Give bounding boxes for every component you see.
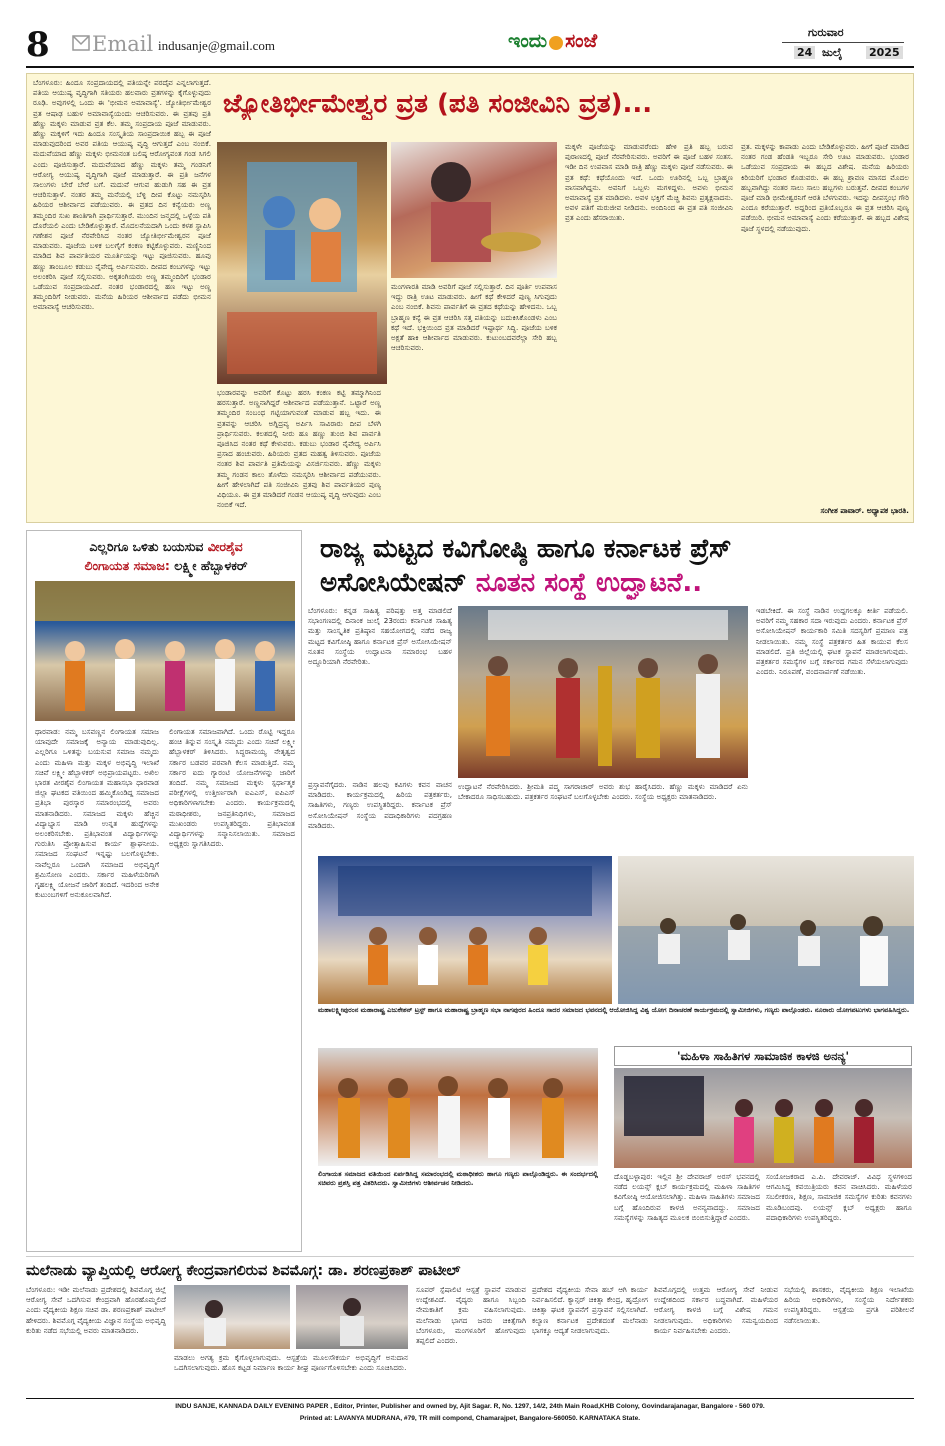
malenadu-col4: ಪ್ರದೇಶದ ವೈದ್ಯಕೀಯ ಸೇವಾ ಹಬ್ ಆಗಿ ಕಾರ್ಯ ನಿರ್ವಹಿಸಲಿದೆ. ಕ್ಯಾನ್ಸರ್ ಚಿಕಿತ್ಸಾ ಕೇಂದ್ರ, ಹೃದ್ರೋಗ ಚಿಕಿತ್ಸಾ ಘಟಕ ಸ್ಥಾಪನೆಗೆ ಪ್ರಸ್ತಾವನೆ ಸಲ್ಲಿಸಲಾಗಿದೆ. ಕಲ್ಯಾಣ ಕರ್ನಾಟಕ ಪ್ರದೇಶದಂತೆ ಮಲೆನಾಡು ಭಾಗಕ್ಕೂ ಆದ್ಯತೆ ನೀಡಲಾಗುವುದು.	[532, 1285, 648, 1335]
date-month: ಜುಲೈ	[822, 46, 843, 59]
rajya-event-photo	[458, 606, 748, 778]
weekday: ಗುರುವಾರ	[808, 26, 844, 39]
main-story-col1: ಬೆಂಗಳೂರು: ಹಿಂದೂ ಸಂಪ್ರದಾಯದಲ್ಲಿ ಪತಿಯನ್ನೇ ಪರದೈವ ಎನ್ನಲಾಗುತ್ತದೆ. ಪತಿಯ ಆಯುಷ್ಯ ವೃದ್ಧಿಗಾಗಿ ಸತಿಯರು ಹಲವಾರು ವ್ರತಗಳನ್ನು ಕೈಗೊಳ್ಳುವುದು ರೂಢಿ. ಅವುಗಳಲ್ಲಿ ಒಂದು ಈ 'ಭೀಮನ ಅಮಾವಾಸ್ಯೆ'. ಜ್ಯೋತಿರ್ಭೀಮೇಶ್ವರ ವ್ರತ ಆಷಾಢ ಬಹುಳ ಅಮಾವಾಸ್ಯೆಯಂದು ಆಚರಿಸುವರು. ಈ ವ್ರತವು ಪ್ರತಿ ಹೆಣ್ಣು ಮಕ್ಕಳು ಮಾಡುವ ವ್ರತ ಕೆಲ. ತಮ್ಮ ಸಂಪ್ರದಾಯ ಪೂಜೆ ಮಾಡುವರು. ಹೆಣ್ಣು ಮಕ್ಕಳಿಗೆ ಇದು ಹಿಂದೂ ಸಂಸ್ಕೃತಿಯ ಸಾಂಪ್ರದಾಯಿಕ ಹಬ್ಬ ಈ ಪೂಜೆ ಮಾಡುವುದರಿಂದ ಅವರ ಪತಿಯ ಆಯುಷ್ಯ ವೃದ್ಧಿ ಆಗುತ್ತದೆ ಎಂಬ ನಂಬಿಕೆ. ಮದುವೆಯಾದ ಹೆಣ್ಣು ಮಕ್ಕಳು ಭೀಮನಂತ ಬಲಿಷ್ಠ ಆರೋಗ್ಯವಂತ ಗಂಡ ಸಿಗಲಿ ಎಂದು ಪೂಜಿಸುತ್ತಾರೆ. ಮದುವೆಯಾದ ಹೆಣ್ಣು ಮಕ್ಕಳು ತಮ್ಮ ಗಂಡನಿಗೆ ಆರೋಗ್ಯ ಆಯುಷ್ಯ ವೃದ್ಧಿಗಾಗಿ ಪೂಜೆ ಮಾಡುತ್ತಾರೆ. ಈ ಪ್ರತಿ ಜನೆಗಳ ಸಾಲುಗಳು ಬೇರೆ ಬೇರೆ ಬಗೆ. ಮದುವೆ ಆಗುವ ಹುಡುಗಿ ಸಹ ಈ ವ್ರತ ಆಚರಿಸುತ್ತಾಳೆ. ನಂತರ ತಮ್ಮ ಮನೆಯಲ್ಲಿ ಬೆಳ್ಳಿ ದೀಪ ಕೊಟ್ಟು ನಮಸ್ಕರಿಸಿ ಹಿರಿಯರ ಆಶೀರ್ವಾದ ಪಡೆಯುವರು. ಈ ವ್ರತದ ದಿನ ಕನ್ಯೆಯರು ಅಣ್ಣ ತಮ್ಮಂದಿರ ಸುಖ ಶಾಂತಿಗಾಗಿ ಪ್ರಾರ್ಥಿಸುತ್ತಾರೆ. ಮುಂದಿನ ಜನ್ಮದಲ್ಲಿ ಒಳ್ಳೆಯ ಪತಿ ದೊರೆಯಲಿ ಎಂದು ಬೇಡಿಕೊಳ್ಳುತ್ತಾರೆ. ಮೊದಲನೆಯದಾಗಿ ಒಂದು ಕಳಶ ಸ್ಥಾಪಿಸಿ ಗಣೇಶನ ಪೂಜೆ ನೆರವೇರಿಸಿದ ನಂತರ ಜ್ಯೋತಿರ್ಭೀಮೇಶ್ವರನ ಪೂಜೆ ಮಾಡುವರು. ಪೂಜೆಯ ಬಳಿಕ ಬಲಗೈಗೆ ಕಂಕಣ ಕಟ್ಟಿಕೊಳ್ಳುವರು. ಮಣ್ಣಿನಿಂದ ಮಾಡಿದ ಶಿವ ಪಾರ್ವತಿಯರ ಮೂರ್ತಿಯನ್ನು ಇಟ್ಟು ಪೂಜಿಸುವರು. ಹೂವು ಹಣ್ಣು ತಾಂಬೂಲ ಕಡುಬು ನೈವೇದ್ಯ ಅರ್ಪಿಸುವರು. ದೀಪದ ಕಂಬಗಳನ್ನು ಇಟ್ಟು ಅಲಂಕರಿಸಿ ಪೂಜೆ ಸಲ್ಲಿಸುವರು. ಅಕ್ಕತಂಗಿಯರು ಅಣ್ಣ ತಮ್ಮಂದಿರಿಗೆ ಭಂಡಾರ ಒಡೆಯುವ ಸಂಪ್ರದಾಯವಿದೆ. ನಂತರ ಭಂಡಾರದಲ್ಲಿ ಹಣ ಇಟ್ಟು ಅಣ್ಣ ತಮ್ಮಂದಿರಿಗೆ ನೀಡುವರು. ಮನೆಯ ಹಿರಿಯರ ಆಶೀರ್ವಾದ ಪಡೆದು ಭೀಮನ ಅಮಾವಾಸ್ಯೆ ಆಚರಿಸುವರು.	[33, 78, 211, 312]
date-block	[782, 26, 912, 64]
yoga-stage-photo	[318, 856, 612, 1004]
lingayat-caption: ಲಿಂಗಾಯತ ಸಮಾಜದ ವತಿಯಿಂದ ಏರ್ಪಡಿಸಿದ್ದ ಸಮಾರಂಭದಲ್ಲಿ ಮಠಾಧೀಶರು ಹಾಗೂ ಗಣ್ಯರು ಪಾಲ್ಗೊಂಡಿದ್ದರು. ಈ ಸಂದರ್ಭದಲ್ಲಿ ಸಚಿವರು ಪ್ರಶಸ್ತಿ ಪತ್ರ ವಿತರಿಸಿದರು. ಸ್ವಾಮೀಜಿಗಳು ಆಶೀರ್ವಚನ ನೀಡಿದರು.	[318, 1170, 598, 1187]
rajya-headline-line2a: ಅಸೋಸಿಯೇಷನ್	[320, 568, 467, 598]
malenadu-story	[26, 1256, 914, 1396]
malenadu-photo-2	[296, 1285, 408, 1349]
mahila-col2: ಸಂಯೋಜಕರಾದ ಎ.ಪಿ. ದೇವರಾಜ್. ವಿವಿಧ ಸ್ಥಳಗಳಿಂದ ಆಗಮಿಸಿದ್ದ ಕವಯಿತ್ರಿಯರು ಕವನ ವಾಚಿಸಿದರು. ಮಹಿಳೆಯರ ಸಬಲೀಕರಣ, ಶಿಕ್ಷಣ, ಸಾಮಾಜಿಕ ಸಮಸ್ಯೆಗಳ ಕುರಿತು ಕವನಗಳು ಮೂಡಿಬಂದವು. ಲಯನ್ಸ್ ಕ್ಲಬ್ ಅಧ್ಯಕ್ಷರು ಹಾಗೂ ಪದಾಧಿಕಾರಿಗಳು ಉಪಸ್ಥಿತರಿದ್ದರು.	[766, 1172, 912, 1222]
lakshmi-headline	[35, 537, 297, 575]
yoga-caption: ಮಹಾಲಕ್ಷ್ಮೀಪುರಂನ ಮಹಾರಾಷ್ಟ್ರ ಎಜುಕೇಶನ್ ಟ್ರಸ್ಟ್ ಹಾಗೂ ಮಹಾರಾಷ್ಟ್ರ ಬ್ರಾಹ್ಮಣ ಸಭಾ ನಾಗಪುರದ ಹಿಂದೂ ಸಾದರ ಸಮಾಜದ ಭವನದಲ್ಲಿ ಆಯೋಜಿಸಿದ್ದ ವಿಶ್ವ ಯೋಗ ದಿನಾಚರಣೆ ಕಾರ್ಯಕ್ರಮದಲ್ಲಿ ಸ್ವಾಮೀಜಿಗಳು, ಗಣ್ಯರು ಪಾಲ್ಗೊಂಡರು. ನೂರಾರು ಯೋಗಪಟುಗಳು ಭಾಗವಹಿಸಿದ್ದರು.	[318, 1006, 910, 1014]
date-rule	[782, 42, 904, 43]
lakshmi-headline-part2: ವೀರಶೈವ	[207, 539, 243, 554]
lingayat-section	[318, 1048, 598, 1246]
yoga-practice-photo	[618, 856, 914, 1004]
malenadu-col2: ಮಾಡಲು ಅಗತ್ಯ ಕ್ರಮ ಕೈಗೊಳ್ಳಲಾಗುವುದು. ಆಸ್ಪತ್ರೆಯ ಮೂಲಸೌಕರ್ಯ ಅಭಿವೃದ್ಧಿಗೆ ಅನುದಾನ ಒದಗಿಸಲಾಗುವುದು. ಹೊಸ ಕಟ್ಟಡ ನಿರ್ಮಾಣ ಕಾರ್ಯ ಶೀಘ್ರ ಪೂರ್ಣಗೊಳಿಸಬೇಕು ಎಂದು ಸೂಚಿಸಿದರು.	[174, 1353, 408, 1373]
lakshmi-headline-part1: ಎಲ್ಲರಿಗೂ ಒಳಿತು ಬಯಸುವ	[89, 539, 204, 554]
main-headline: ಜ್ಯೋತಿರ್ಭೀಮೇಶ್ವರ ವ್ರತ (ಪತಿ ಸಂಜೀವಿನಿ ವ್ರತ)...	[223, 89, 653, 119]
email-label: Email	[92, 32, 154, 56]
malenadu-col3: ಸೂಪರ್ ಸ್ಪೆಷಾಲಿಟಿ ಆಸ್ಪತ್ರೆ ಸ್ಥಾಪನೆ ಮಾಡುವ ಉದ್ದೇಶವಿದೆ. ವೈದ್ಯರು ಹಾಗೂ ಸಿಬ್ಬಂದಿ ನೇಮಕಾತಿಗೆ ಕ್ರಮ ವಹಿಸಲಾಗುವುದು. ಮಲೆನಾಡು ಭಾಗದ ಜನರು ಚಿಕಿತ್ಸೆಗಾಗಿ ಬೆಂಗಳೂರು, ಮಂಗಳೂರಿಗೆ ಹೋಗುವುದು ತಪ್ಪಲಿದೆ ಎಂದರು.	[416, 1285, 526, 1346]
footer-line1: INDU SANJE, KANNADA DAILY EVENING PAPER , Editor, Printer, Publisher and owned by, Ajit Sagar. R, No. 1297, 14/2, 24th Main Road,KHB Colony, Govindarajanagar, Bangalore - 560 079.	[175, 1403, 765, 1410]
rajya-headline-line2	[320, 566, 912, 600]
lakshmi-col1: ಧಾರವಾಡ: ನಮ್ಮ ಬಸವಣ್ಣನ ಲಿಂಗಾಯತ ಸಮಾಜ ಯಾವುದೇ ಸಮಾಜಕ್ಕೆ ಅನ್ಯಾಯ ಮಾಡುವುದಿಲ್ಲ. ಎಲ್ಲರಿಗೂ ಒಳಿತನ್ನು ಬಯಸುವ ಸಮಾಜ ನಮ್ಮದು ಎಂದು ಮಹಿಳಾ ಮತ್ತು ಮಕ್ಕಳ ಅಭಿವೃದ್ಧಿ ಇಲಾಖೆ ಸಚಿವೆ ಲಕ್ಷ್ಮೀ ಹೆಬ್ಬಾಳಕರ್ ಅಭಿಪ್ರಾಯಪಟ್ಟರು. ಅಖಿಲ ಭಾರತ ವೀರಶೈವ ಲಿಂಗಾಯತ ಮಹಾಸಭಾ ಧಾರವಾಡ ಜಿಲ್ಲಾ ಘಟಕದ ವತಿಯಿಂದ ಹಮ್ಮಿಕೊಂಡಿದ್ದ ಸಮಾಜದ ಪ್ರತಿಭಾ ಪುರಸ್ಕಾರ ಸಮಾರಂಭದಲ್ಲಿ ಅವರು ಮಾತನಾಡಿದರು. ಸಮಾಜದ ಮಕ್ಕಳು ಹೆಚ್ಚಿನ ವಿದ್ಯಾಭ್ಯಾಸ ಮಾಡಿ ಉನ್ನತ ಹುದ್ದೆಗಳನ್ನು ಅಲಂಕರಿಸಬೇಕು. ಪ್ರತಿಭಾವಂತ ವಿದ್ಯಾರ್ಥಿಗಳನ್ನು ಗುರುತಿಸಿ ಪ್ರೋತ್ಸಾಹಿಸುವ ಕಾರ್ಯ ಶ್ಲಾಘನೀಯ. ಸಮಾಜದ ಸಂಘಟನೆ ಇನ್ನಷ್ಟು ಬಲಗೊಳ್ಳಬೇಕು. ನಾವೆಲ್ಲರೂ ಒಂದಾಗಿ ಸಮಾಜದ ಅಭಿವೃದ್ಧಿಗೆ ಶ್ರಮಿಸೋಣ ಎಂದರು. ಸರ್ಕಾರ ಮಹಿಳೆಯರಿಗಾಗಿ ಗೃಹಲಕ್ಷ್ಮಿ ಯೋಜನೆ ಜಾರಿಗೆ ತಂದಿದೆ. ಇದರಿಂದ ಅನೇಕ ಕುಟುಂಬಗಳಿಗೆ ಅನುಕೂಲವಾಗಿದೆ.	[35, 727, 159, 900]
lakshmi-col2: ಲಿಂಗಾಯತ ಸಮಾಜವಾಗಿದೆ. ಒಂದು ರೊಟ್ಟಿ ಇದ್ದರೂ ಹಂಚಿ ತಿನ್ನುವ ಸಂಸ್ಕೃತಿ ನಮ್ಮದು ಎಂದು ಸಚಿವೆ ಲಕ್ಷ್ಮೀ ಹೆಬ್ಬಾಳಕರ್ ತಿಳಿಸಿದರು. ಸಿದ್ಧರಾಮಯ್ಯ ನೇತೃತ್ವದ ಸರ್ಕಾರ ಬಡವರ ಪರವಾಗಿ ಕೆಲಸ ಮಾಡುತ್ತಿದೆ. ನಮ್ಮ ಸರ್ಕಾರ ಐದು ಗ್ಯಾರಂಟಿ ಯೋಜನೆಗಳನ್ನು ಜಾರಿಗೆ ತಂದಿದೆ. ನಮ್ಮ ಸಮಾಜದ ಮಕ್ಕಳು ಸ್ಪರ್ಧಾತ್ಮಕ ಪರೀಕ್ಷೆಗಳಲ್ಲಿ ಉತ್ತೀರ್ಣರಾಗಿ ಐಎಎಸ್, ಐಪಿಎಸ್ ಅಧಿಕಾರಿಗಳಾಗಬೇಕು ಎಂದರು. ಕಾರ್ಯಕ್ರಮದಲ್ಲಿ ಮಠಾಧೀಶರು, ಜನಪ್ರತಿನಿಧಿಗಳು, ಸಮಾಜದ ಮುಖಂಡರು ಉಪಸ್ಥಿತರಿದ್ದರು. ಪ್ರತಿಭಾವಂತ ವಿದ್ಯಾರ್ಥಿಗಳನ್ನು ಸನ್ಮಾನಿಸಲಾಯಿತು. ಸಮಾಜದ ಅಧ್ಯಕ್ಷರು ಸ್ವಾಗತಿಸಿದರು.	[169, 727, 295, 849]
footer-line2: Printed at: LAVANYA MUDRANA, #79, TR mill compond, Chamarajpet, Bangalore-560050. KARNATAKA State.	[299, 1415, 641, 1422]
mahila-col1: ದೊಡ್ಡಬಳ್ಳಾಪುರ: ಇಲ್ಲಿನ ಶ್ರೀ ದೇವರಾಜ್ ಅರಸ್ ಭವನದಲ್ಲಿ ನಡೆದ ಲಯನ್ಸ್ ಕ್ಲಬ್ ಕಾರ್ಯಕ್ರಮದಲ್ಲಿ ಮಹಿಳಾ ಸಾಹಿತಿಗಳ ಕವಿಗೋಷ್ಠಿ ಆಯೋಜಿಸಲಾಗಿತ್ತು. ಮಹಿಳಾ ಸಾಹಿತಿಗಳು ಸಮಾಜದ ಬಗ್ಗೆ ಹೊಂದಿರುವ ಕಾಳಜಿ ಅನನ್ಯವಾದದ್ದು. ಸಮಾಜದ ಸಮಸ್ಯೆಗಳನ್ನು ಸಾಹಿತ್ಯದ ಮೂಲಕ ಬಿಂಬಿಸುತ್ತಿದ್ದಾರೆ ಎಂದರು.	[614, 1172, 760, 1222]
rajya-col1: ಬೆಂಗಳೂರು: ಕನ್ನಡ ಸಾಹಿತ್ಯ ಪರಿಷತ್ತು ಅತ್ತ ಮಾಡಲಿದೆ ಸಭಾಂಗಣದಲ್ಲಿ ದಿನಾಂಕ ಜುಲೈ 23ರಂದು ಕರ್ನಾಟಕ ಸಾಹಿತ್ಯ ಮತ್ತು ಸಾಂಸ್ಕೃತಿಕ ಪ್ರತಿಷ್ಠಾನ ಸಹಯೋಗದಲ್ಲಿ ನಡೆದ ರಾಜ್ಯ ಮಟ್ಟದ ಕವಿಗೋಷ್ಠಿ ಹಾಗೂ ಕರ್ನಾಟಕ ಪ್ರೆಸ್ ಅಸೋಸಿಯೇಷನ್ ನೂತನ ಸಂಸ್ಥೆಯ ಉದ್ಘಾಟನಾ ಸಮಾರಂಭ ಬಹಳ ಅದ್ದೂರಿಯಾಗಿ ನೆರವೇರಿತು.	[308, 606, 452, 667]
rajya-col2: ಪ್ರಸ್ತಾವನೆಗೈದರು. ನಾಡಿನ ಹಲವು ಕವಿಗಳು ಕವನ ವಾಚನ ಮಾಡಿದರು. ಕಾರ್ಯಕ್ರಮದಲ್ಲಿ ಹಿರಿಯ ಪತ್ರಕರ್ತರು, ಸಾಹಿತಿಗಳು, ಗಣ್ಯರು ಉಪಸ್ಥಿತರಿದ್ದರು. ಕರ್ನಾಟಕ ಪ್ರೆಸ್ ಅಸೋಸಿಯೇಷನ್ ಸಂಸ್ಥೆಯ ಪದಾಧಿಕಾರಿಗಳು ಪದಗ್ರಹಣ ಮಾಡಿದರು.	[308, 780, 452, 830]
malenadu-col6: ಸಭೆಯಲ್ಲಿ ಶಾಸಕರು, ವೈದ್ಯಕೀಯ ಶಿಕ್ಷಣ ಇಲಾಖೆಯ ಹಿರಿಯ ಅಧಿಕಾರಿಗಳು, ಸಂಸ್ಥೆಯ ನಿರ್ದೇಶಕರು ಉಪಸ್ಥಿತರಿದ್ದರು. ಆಸ್ಪತ್ರೆಯ ಪ್ರಗತಿ ಪರಿಶೀಲನೆ ನಡೆಸಲಾಯಿತು.	[784, 1285, 914, 1325]
page-header	[0, 0, 945, 66]
malenadu-photo-1	[174, 1285, 290, 1349]
pooja-photo	[391, 142, 557, 278]
lingayat-photo	[318, 1048, 598, 1166]
lakshmi-event-photo	[35, 581, 295, 721]
date-year: 2025	[866, 46, 903, 59]
shiva-parvati-photo	[217, 142, 387, 384]
sun-icon	[549, 36, 563, 50]
email-icon	[72, 32, 90, 54]
rajya-headline-line2b: ನೂತನ ಸಂಸ್ಥೆ ಉದ್ಘಾಟನೆ..	[475, 568, 703, 598]
main-story	[26, 73, 914, 523]
main-story-byline: ಸಂಗೀತ ಪಾವಾರ್. ಅಧ್ಯಾಪಕ ಭಾರತಿ.	[820, 506, 909, 515]
masthead	[508, 30, 678, 62]
date-day: 24	[794, 46, 815, 59]
malenadu-col1: ಬೆಂಗಳೂರು: ಇಡೀ ಮಲೆನಾಡು ಪ್ರದೇಶದಲ್ಲಿ ಶಿವಮೊಗ್ಗ ಜಿಲ್ಲೆ ಆರೋಗ್ಯ ಸೇವೆ ಒದಗಿಸುವ ಕೇಂದ್ರವಾಗಿ ಹೊರಹೊಮ್ಮಲಿದೆ ಎಂದು ವೈದ್ಯಕೀಯ ಶಿಕ್ಷಣ ಸಚಿವ ಡಾ. ಶರಣಪ್ರಕಾಶ್ ಪಾಟೀಲ್ ಹೇಳಿದರು. ಶಿವಮೊಗ್ಗ ವೈದ್ಯಕೀಯ ವಿಜ್ಞಾನ ಸಂಸ್ಥೆಯ ಅಭಿವೃದ್ಧಿ ಕುರಿತು ನಡೆದ ಸಭೆಯಲ್ಲಿ ಅವರು ಮಾತನಾಡಿದರು.	[26, 1285, 166, 1335]
main-story-col2: ಭಂಡಾರವನ್ನು ಅವರಿಗೆ ಕೊಟ್ಟು ಹರಸಿ ಕಂಕಣ ಕಟ್ಟಿ ತಮ್ಮಾಗಿನಿಂದ ಹರಸುತ್ತಾರೆ. ಅಣ್ಣನಾಗಿದ್ದರೆ ಆಶೀರ್ವಾದ ಪಡೆಯುತ್ತಾನೆ. ಒಟ್ಟಾರೆ ಅಣ್ಣ ತಮ್ಮಂದಿರ ಸಂಬಂಧ ಗಟ್ಟಿಯಾಗುವಂತೆ ಮಾಡುವ ಹಬ್ಬ ಇದು. ಈ ವ್ರತವನ್ನು ಆಚರಿಸಿ ಅಗ್ನಿದ್ರವ್ಯ ಅರ್ಪಿಸಿ ಸಾವಿರಾರು ದೀಪ ಬೆಳಗಿ ಪ್ರಾರ್ಥಿಸುವರು. ಕಲಶದಲ್ಲಿ ನೀರು ಹೂ ಹಣ್ಣು ತುಂಬಿ ಶಿವ ಪಾರ್ವತಿ ಪೂಜಿಸಿದ ನಂತರ ಕಥೆ ಕೇಳುವರು. ಕಡುಬು ಭಂಡಾರ ನೈವೇದ್ಯ ಅರ್ಪಿಸಿ ಪ್ರಸಾದ ಹಂಚುವರು. ಹಿರಿಯರು ವ್ರತದ ಮಹತ್ವ ತಿಳಿಸುವರು. ಪೂಜೆಯ ನಂತರ ಶಿವ ಪಾರ್ವತಿ ಪ್ರತಿಮೆಯನ್ನು ವಿಸರ್ಜಿಸುವರು. ಹೆಣ್ಣು ಮಕ್ಕಳು ತಮ್ಮ ಗಂಡನ ಕಾಲು ತೊಳೆದು ನಮಸ್ಕರಿಸಿ ಆಶೀರ್ವಾದ ಪಡೆಯುವರು. ಹೀಗೆ ಹೇಳಲಾಗಿದೆ ಪತಿ ಸಂಜೀವಿನಿ ವ್ರತವು ಶಿವ ಪಾರ್ವತಿಯರ ಪುಣ್ಯ ವಿಧಿಯೂ. ಈ ವ್ರತ ಮಾಡಿದರೆ ಗಂಡನ ಆಯುಷ್ಯ ವೃದ್ಧಿ ಆಗುವುದು ಎಂಬ ನಂಬಿಕೆ ಇದೆ.	[217, 388, 381, 510]
rajya-story	[308, 530, 914, 852]
lakshmi-headline-part3: ಲಿಂಗಾಯತ ಸಮಾಜ:	[84, 558, 170, 573]
page-number: 8	[26, 25, 50, 65]
main-story-col5: ವ್ರತ. ಮಕ್ಕಳನ್ನು ಕಾಪಾಡು ಎಂದು ಬೇಡಿಕೊಳ್ಳುವರು. ಹೀಗೆ ಪೂಜೆ ಮಾಡಿದ ನಂತರ ಗಂಡ ಹೆಂಡತಿ ಇಬ್ಬರೂ ಸೇರಿ ಊಟ ಮಾಡುವರು. ಭಂಡಾರ ಒಡೆಯುವ ಸಂಪ್ರದಾಯ ಈ ಹಬ್ಬದ ವಿಶೇಷ. ಮನೆಯ ಹಿರಿಯರು ಕಿರಿಯರಿಗೆ ಭಂಡಾರ ಕೊಡುವರು. ಈ ಹಬ್ಬ ಶ್ರಾವಣ ಮಾಸದ ಮೊದಲ ಹಬ್ಬವಾಗಿದ್ದು ನಂತರ ಸಾಲು ಸಾಲು ಹಬ್ಬಗಳು ಬರುತ್ತವೆ. ದೀಪದ ಕಂಬಗಳ ಪೂಜೆ ಮಾಡಿ ಭೀಮೇಶ್ವರನಿಗೆ ಆರತಿ ಬೆಳಗುವರು. ಇದನ್ನು ದೀಪಸ್ತಂಭ ಗೌರಿ ಎಂದೂ ಕರೆಯುತ್ತಾರೆ. ಅದ್ದರಿಂದ ಪ್ರತಿಯೊಬ್ಬರೂ ಈ ವ್ರತ ಆಚರಿಸಿ ಪುಣ್ಯ ಪಡೆಯಿರಿ. ಭೀಮನ ಅಮಾವಾಸ್ಯೆ ಎಂದು ಕರೆಯುತ್ತಾರೆ. ಈ ಹಬ್ಬದ ವಿಶೇಷ ಪೂಜೆ ಸ್ಥಳದಲ್ಲಿ ನಡೆಯುವುದು.	[741, 142, 909, 233]
mahila-headline: 'ಮಹಿಳಾ ಸಾಹಿತಿಗಳ ಸಾಮಾಜಿಕ ಕಾಳಜಿ ಅನನ್ಯ'	[614, 1046, 912, 1066]
rajya-headline	[320, 532, 912, 600]
mahila-photo	[614, 1068, 912, 1168]
masthead-left: ಇಂದು	[508, 30, 548, 52]
footer	[26, 1398, 914, 1436]
masthead-right: ಸಂಜೆ	[565, 30, 598, 52]
malenadu-col5: ಶಿವಮೊಗ್ಗದಲ್ಲಿ ಉತ್ತಮ ಆರೋಗ್ಯ ಸೇವೆ ನೀಡುವ ಉದ್ದೇಶದಿಂದ ಸರ್ಕಾರ ಬದ್ಧವಾಗಿದೆ. ಮಹಿಳೆಯರ ಆರೋಗ್ಯ ಕಾಳಜಿ ಬಗ್ಗೆ ವಿಶೇಷ ಗಮನ ನೀಡಲಾಗುವುದು. ಅಧಿಕಾರಿಗಳು ಸಮನ್ವಯದಿಂದ ಕಾರ್ಯ ನಿರ್ವಹಿಸಬೇಕು ಎಂದರು.	[654, 1285, 778, 1335]
mahila-story	[608, 1046, 914, 1252]
rajya-col4: ಇಡಬೇಕಿದೆ. ಈ ಸಂಸ್ಥೆ ನಾಡಿನ ಉದ್ದಗಲಕ್ಕೂ ಕೀರ್ತಿ ಪಡೆಯಲಿ. ಅವರಿಗೆ ನಮ್ಮ ಸಹಕಾರ ಸದಾ ಇರುವುದು ಎಂದರು. ಕರ್ನಾಟಕ ಪ್ರೆಸ್ ಅಸೋಸಿಯೇಷನ್ ಕಾರ್ಯಕಾರಿ ಸಮಿತಿ ಸದಸ್ಯರಿಗೆ ಪ್ರಮಾಣ ಪತ್ರ ನೀಡಲಾಯಿತು. ನಮ್ಮ ಸಂಸ್ಥೆ ಪತ್ರಕರ್ತರ ಹಿತ ಕಾಯುವ ಕೆಲಸ ಮಾಡಲಿದೆ. ಪ್ರತಿ ಜಿಲ್ಲೆಯಲ್ಲಿ ಘಟಕ ಸ್ಥಾಪನೆ ಮಾಡಲಾಗುವುದು. ಪತ್ರಕರ್ತರ ಸಮಸ್ಯೆಗಳ ಬಗ್ಗೆ ಸರ್ಕಾರದ ಗಮನ ಸೆಳೆಯಲಾಗುವುದು ಎಂದರು. ನಿರೂಪಣೆ, ವಂದನಾರ್ಪಣೆ ನಡೆಯಿತು.	[756, 606, 908, 677]
main-story-col4: ಮಕ್ಕಳೇ ಪೂಜೆಯನ್ನು ಮಾಡುವರೆಂದು ಹೇಳಿ ಪ್ರತಿ ಹಬ್ಬ ಬರುವ ಪುರಾಣದಲ್ಲಿ ಪೂಜೆ ನೆರವೇರಿಸುವರು. ಅವರಿಗೆ ಈ ಪೂಜೆ ಬಹಳ ಸಂತಸ. ಇಡೀ ದಿನ ಉಪವಾಸ ಮಾಡಿ ರಾತ್ರಿ ಹೆಣ್ಣು ಮಕ್ಕಳು ಪೂಜೆ ನಡೆಸುವರು. ಈ ವ್ರತ ಕಥೆ: ಕಥೆಯೊಂದು ಇದೆ. ಒಂದು ಊರಿನಲ್ಲಿ ಒಬ್ಬ ಬ್ರಾಹ್ಮಣ ವಾಸವಾಗಿದ್ದನು. ಅವನಿಗೆ ಒಬ್ಬಳು ಮಗಳಿದ್ದಳು. ಅವಳು ಭೀಮನ ಅಮಾವಾಸ್ಯೆ ವ್ರತ ಮಾಡಿದಳು. ಅವಳ ಭಕ್ತಿಗೆ ಮೆಚ್ಚಿ ಶಿವನು ಪ್ರತ್ಯಕ್ಷನಾದನು. ಅವಳ ಪತಿಗೆ ಮರುಜೀವ ನೀಡಿದನು. ಅಂದಿನಿಂದ ಈ ವ್ರತ ಪತಿ ಸಂಜೀವಿನಿ ವ್ರತ ಎಂದು ಹೆಸರಾಯಿತು.	[565, 142, 733, 223]
rajya-headline-line1: ರಾಜ್ಯ ಮಟ್ಟದ ಕವಿಗೋಷ್ಠಿ ಹಾಗೂ ಕರ್ನಾಟಕ ಪ್ರೆಸ್	[320, 534, 732, 564]
yoga-section	[308, 856, 914, 1044]
header-rule	[26, 66, 914, 68]
lakshmi-headline-part4: ಲಕ್ಷ್ಮೀ ಹೆಬ್ಬಾಳಕರ್	[174, 558, 248, 573]
email-address: indusanje@gmail.com	[158, 38, 276, 53]
rajya-col3: ಉದ್ಘಾಟನೆ ನೆರವೇರಿಸಿದರು. ಶ್ರೀಮತಿ ಪದ್ಮ ಸಾಗರಾಚಾರ್ ಅವರು ಶುಭ ಹಾರೈಸಿದರು. ಹೆಣ್ಣು ಮಕ್ಕಳು ಮಾಡಿದರೆ ಏನು ಬೇಕಾದರೂ ಸಾಧಿಸಬಹುದು. ಪತ್ರಕರ್ತರ ಸಂಘಟನೆ ಬಲಗೊಳ್ಳಬೇಕು ಎಂದರು. ಸಂಸ್ಥೆಯ ಅಧ್ಯಕ್ಷರು ಮಾತನಾಡಿದರು.	[458, 782, 748, 802]
lakshmi-story	[26, 530, 302, 1252]
main-story-col3: ಮಂಗಳಾರತಿ ಮಾಡಿ ಅವರಿಗೆ ಪೂಜೆ ಸಲ್ಲಿಸುತ್ತಾರೆ. ದಿನ ಪೂರ್ತಿ ಉಪವಾಸ ಇದ್ದು ರಾತ್ರಿ ಊಟ ಮಾಡುವರು. ಹೀಗೆ ಕಥೆ ಕೇಳಿದರೆ ಪುಣ್ಯ ಸಿಗುವುದು ಎಂಬ ನಂಬಿಕೆ. ಶಿವನು ಪಾರ್ವತಿಗೆ ಈ ವ್ರತದ ಕಥೆಯನ್ನು ಹೇಳಿದನು. ಒಬ್ಬ ಬ್ರಾಹ್ಮಣ ಕನ್ಯೆ ಈ ವ್ರತ ಆಚರಿಸಿ ಸತ್ತ ಪತಿಯನ್ನು ಬದುಕಿಸಿಕೊಂಡಳು ಎಂಬ ಕಥೆ ಇದೆ. ಭಕ್ತಿಯಿಂದ ವ್ರತ ಮಾಡಿದರೆ ಇಷ್ಟಾರ್ಥ ಸಿದ್ಧಿ. ಪೂಜೆಯ ಬಳಿಕ ಅಕ್ಷತೆ ಹಾಕಿ ಆಶೀರ್ವಾದ ಮಾಡುವರು. ಕುಟುಂಬದವರೆಲ್ಲಾ ಸೇರಿ ಹಬ್ಬ ಆಚರಿಸುವರು.	[391, 282, 557, 353]
malenadu-headline: ಮಲೆನಾಡು ವ್ಯಾಪ್ತಿಯಲ್ಲಿ ಆರೋಗ್ಯ ಕೇಂದ್ರವಾಗಲಿರುವ ಶಿವಮೊಗ್ಗ: ಡಾ. ಶರಣಪ್ರಕಾಶ್ ಪಾಟೀಲ್	[26, 1263, 461, 1279]
